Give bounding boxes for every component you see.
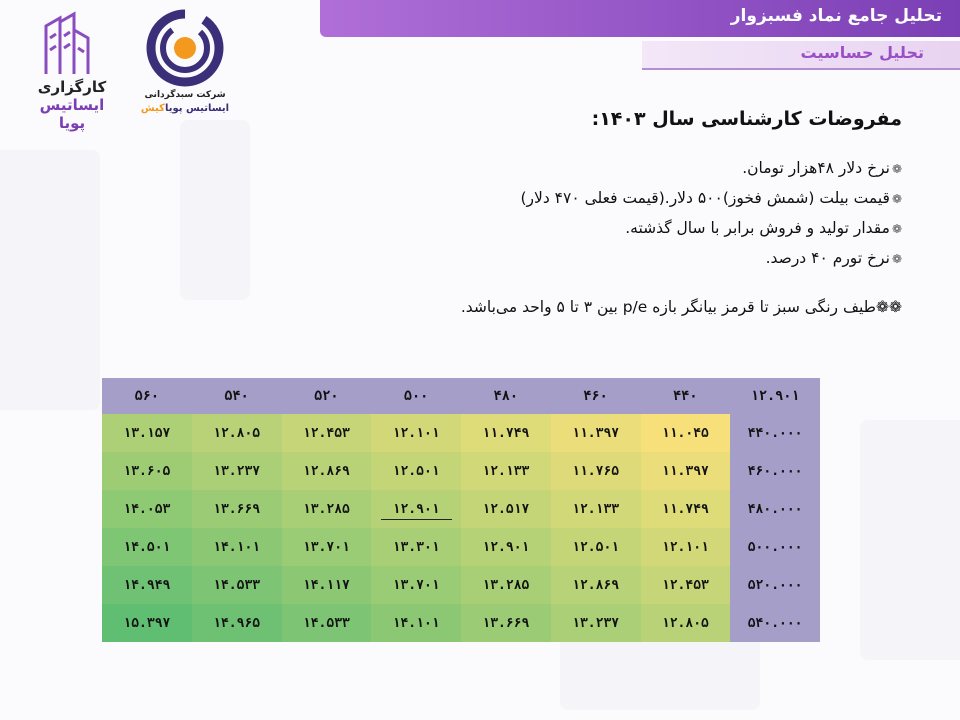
assumption-text: مقدار تولید و فروش برابر با سال گذشته. — [625, 219, 890, 237]
note-text: طیف رنگی سبز تا قرمز بیانگر بازه p/e بین ۳ تا ۵ واحد می‌باشد. — [460, 298, 877, 316]
table-cell: ۱۵.۳۹۷ — [102, 604, 192, 642]
table-cell: ۱۲.۴۵۳ — [641, 566, 731, 604]
fund-logo-kish: کیش — [140, 103, 165, 114]
table-cell: ۱۲.۹۰۱ — [461, 528, 551, 566]
table-cell: ۱۱.۷۴۹ — [461, 414, 551, 452]
table-row — [102, 490, 820, 528]
header-bar — [320, 0, 960, 37]
table-cell: ۱۲.۸۰۵ — [192, 414, 282, 452]
table-cell: ۱۲.۸۶۹ — [551, 566, 641, 604]
table-cell: ۱۲.۱۳۳ — [551, 490, 641, 528]
section-title: تحلیل حساسیت — [800, 43, 924, 62]
subheader-bar — [642, 41, 960, 70]
table-cell: ۱۳.۲۸۵ — [461, 566, 551, 604]
assumption-text: قیمت بیلت (شمش فخوز)۵۰۰ دلار.(قیمت فعلی ۴۷۰ دلار) — [520, 189, 890, 207]
table-cell: ۱۴.۵۰۱ — [102, 528, 192, 566]
column-header: ۵۴۰ — [192, 378, 282, 414]
table-row — [102, 566, 820, 604]
table-cell: ۱۴.۱۰۱ — [192, 528, 282, 566]
table-cell: ۱۴.۰۵۳ — [102, 490, 192, 528]
table-cell: ۱۱.۳۹۷ — [641, 452, 731, 490]
table-cell: ۱۴.۱۰۱ — [371, 604, 461, 642]
table-cell: ۱۱.۷۴۹ — [641, 490, 731, 528]
table-cell: ۱۱.۰۴۵ — [641, 414, 731, 452]
bullet-icon: ❁ — [891, 162, 902, 176]
base-case-cell — [371, 490, 461, 528]
background-shape — [860, 420, 960, 660]
assumptions-section — [342, 108, 902, 316]
base-case-value: ۱۲.۹۰۱ — [381, 502, 452, 520]
table-cell: ۱۲.۵۰۱ — [371, 452, 461, 490]
table-cell: ۱۳.۶۶۹ — [461, 604, 551, 642]
table-cell: ۱۳.۶۰۵ — [102, 452, 192, 490]
assumption-item — [342, 184, 902, 214]
row-header: ۴۸۰.۰۰۰ — [730, 490, 820, 528]
assumption-item — [342, 214, 902, 244]
table-cell: ۱۲.۵۱۷ — [461, 490, 551, 528]
row-header: ۵۲۰.۰۰۰ — [730, 566, 820, 604]
table-cell: ۱۴.۹۴۹ — [102, 566, 192, 604]
broker-logo-line2: ایساتیس پویا — [39, 96, 105, 132]
table-cell: ۱۲.۱۳۳ — [461, 452, 551, 490]
column-header: ۵۶۰ — [102, 378, 192, 414]
bullet-icon: ❁ — [891, 192, 902, 206]
column-header: ۴۴۰ — [641, 378, 731, 414]
assumption-text: نرخ تورم ۴۰ درصد. — [765, 249, 890, 267]
table-cell: ۱۲.۱۰۱ — [641, 528, 731, 566]
row-header: ۵۰۰.۰۰۰ — [730, 528, 820, 566]
bullet-icon: ❁ — [891, 252, 902, 266]
assumption-text: نرخ دلار ۴۸هزار تومان. — [742, 159, 890, 177]
table-cell: ۱۴.۱۱۷ — [282, 566, 372, 604]
table-cell: ۱۲.۵۰۱ — [551, 528, 641, 566]
row-header: ۴۶۰.۰۰۰ — [730, 452, 820, 490]
sensitivity-table — [102, 378, 820, 638]
column-header: ۵۲۰ — [282, 378, 372, 414]
bullet-icon: ❁❁ — [876, 298, 902, 316]
column-header: ۵۰۰ — [371, 378, 461, 414]
column-header: ۴۸۰ — [461, 378, 551, 414]
table-cell: ۱۱.۷۶۵ — [551, 452, 641, 490]
broker-logo — [16, 8, 120, 132]
broker-logo-line1: کارگزاری — [37, 78, 107, 96]
table-row — [102, 414, 820, 452]
background-shape — [180, 120, 250, 300]
assumption-item — [342, 154, 902, 184]
table-cell: ۱۳.۲۳۷ — [192, 452, 282, 490]
fund-logo-line1: شرکت سبدگردانی — [144, 90, 226, 100]
table-row — [102, 528, 820, 566]
table-cell: ۱۳.۳۰۱ — [371, 528, 461, 566]
assumption-item — [342, 244, 902, 274]
table-cell: ۱۲.۴۵۳ — [282, 414, 372, 452]
assumptions-heading: مفروضات کارشناسی سال ۱۴۰۳: — [591, 108, 902, 130]
table-cell: ۱۳.۲۸۵ — [282, 490, 372, 528]
bullet-icon: ❁ — [891, 222, 902, 236]
table-cell: ۱۳.۷۰۱ — [282, 528, 372, 566]
row-header: ۵۴۰.۰۰۰ — [730, 604, 820, 642]
fund-emblem-icon — [140, 8, 230, 92]
table-header-row — [102, 378, 820, 414]
table-cell: ۱۲.۸۰۵ — [641, 604, 731, 642]
table-row — [102, 452, 820, 490]
sensitivity-grid — [102, 378, 820, 642]
building-icon — [16, 8, 120, 78]
table-cell: ۱۳.۱۵۷ — [102, 414, 192, 452]
background-shape — [0, 150, 100, 410]
color-scale-note — [342, 298, 902, 316]
table-cell: ۱۲.۸۶۹ — [282, 452, 372, 490]
table-cell: ۱۴.۵۳۳ — [192, 566, 282, 604]
fund-logo-name: ایساتیس پویا — [164, 103, 230, 114]
table-cell: ۱۱.۳۹۷ — [551, 414, 641, 452]
fund-logo-line2 — [140, 103, 230, 114]
table-cell: ۱۴.۵۳۳ — [282, 604, 372, 642]
table-cell: ۱۳.۲۳۷ — [551, 604, 641, 642]
table-cell: ۱۳.۶۶۹ — [192, 490, 282, 528]
report-title: تحلیل جامع نماد فسبزوار — [730, 6, 942, 26]
corner-cell: ۱۲.۹۰۱ — [730, 378, 820, 414]
table-row — [102, 604, 820, 642]
column-header: ۴۶۰ — [551, 378, 641, 414]
row-header: ۴۴۰.۰۰۰ — [730, 414, 820, 452]
table-cell: ۱۴.۹۶۵ — [192, 604, 282, 642]
table-cell: ۱۳.۷۰۱ — [371, 566, 461, 604]
table-cell: ۱۲.۱۰۱ — [371, 414, 461, 452]
fund-logo — [140, 8, 230, 118]
